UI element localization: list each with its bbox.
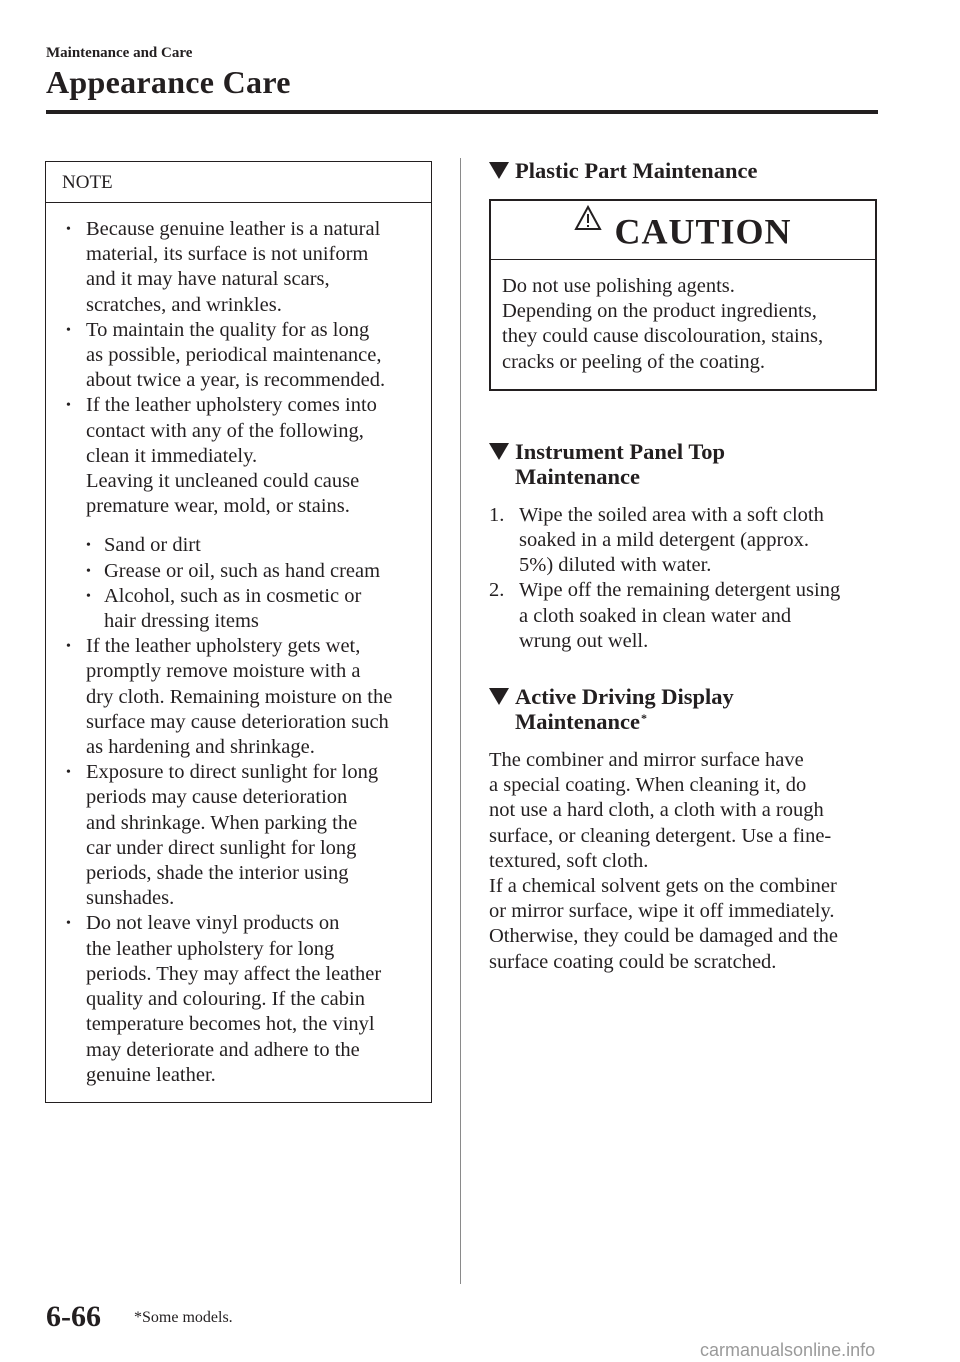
active-display-heading [489, 684, 879, 734]
note-bullet-line: premature wear, mold, or stains. [86, 495, 350, 518]
warning-icon [574, 197, 602, 257]
note-bullet [58, 393, 421, 519]
note-body [46, 203, 431, 1088]
asterisk-mark: * [640, 711, 647, 726]
instrument-heading-text [515, 439, 879, 489]
note-bullet-line: surface may cause deterioration such [86, 710, 389, 733]
active-display-line: textured, soft cloth. [489, 849, 649, 872]
active-display-line: surface, or cleaning detergent. Use a fine- [489, 824, 832, 847]
triangle-marker-icon [489, 688, 509, 705]
note-bullet-line: car under direct sunlight for long [86, 836, 357, 859]
caution-line: they could cause discolouration, stains, [502, 325, 824, 348]
step-line: a cloth soaked in clean water and [519, 604, 792, 627]
note-sub-bullet [58, 584, 421, 634]
note-bullet-line: Leaving it uncleaned could cause [86, 470, 360, 493]
active-display-line: or mirror surface, wipe it off immediately. [489, 900, 835, 923]
active-display-line: The combiner and mirror surface have [489, 749, 804, 772]
note-bullet-line: as possible, periodical maintenance, [86, 344, 382, 367]
watermark: carmanualsonline.info [700, 1340, 876, 1360]
active-display-heading-line2 [515, 709, 879, 734]
note-bullet [58, 318, 421, 394]
note-bullet-line: • Do not leave vinyl products on [86, 912, 340, 935]
note-sub-bullet-list [58, 533, 421, 634]
section-label: Maintenance and Care [46, 45, 193, 61]
instrument-step [489, 578, 879, 654]
note-bullet-line: genuine leather. [86, 1063, 216, 1086]
active-display-text [489, 748, 879, 975]
note-bullet-line: clean it immediately. [86, 444, 258, 467]
note-bullet-line: • If the leather upholstery gets wet, [86, 635, 361, 658]
plastic-heading [489, 158, 879, 183]
note-bullet-line: as hardening and shrinkage. [86, 736, 315, 759]
active-display-line: If a chemical solvent gets on the combiner [489, 875, 837, 898]
instrument-heading-line: Instrument Panel Top [515, 438, 726, 464]
note-bullet-line: temperature becomes hot, the vinyl [86, 1013, 375, 1036]
step-line: wrung out well. [519, 629, 649, 652]
note-bullet-line: material, its surface is not uniform [86, 243, 369, 266]
caution-body [491, 260, 875, 389]
note-sub-bullet-line: • Alcohol, such as in cosmetic or [104, 584, 362, 607]
note-sub-bullet [58, 559, 421, 584]
note-bullet-line: promptly remove moisture with a [86, 660, 361, 683]
right-column [489, 158, 879, 975]
note-sub-bullet-line: • Grease or oil, such as hand cream [104, 559, 381, 582]
note-bullet-line: periods may cause deterioration [86, 786, 348, 809]
step-line: Wipe off the remaining detergent using [519, 579, 841, 602]
note-bullet [58, 911, 421, 1087]
active-display-heading-line1: Active Driving Display [515, 684, 734, 710]
page-title: Appearance Care [46, 64, 291, 100]
caution-line: cracks or peeling of the coating. [502, 350, 765, 373]
note-bullet-line: • Because genuine leather is a natural [86, 218, 381, 240]
caution-title: CAUTION [614, 211, 792, 252]
step-line: Wipe the soiled area with a soft cloth [519, 503, 824, 526]
step-line: 5%) diluted with water. [519, 554, 712, 577]
note-sub-bullet-line: • Sand or dirt [104, 534, 201, 557]
caution-line: Do not use polishing agents. [502, 275, 735, 297]
note-bullet-line: contact with any of the following, [86, 419, 364, 442]
note-bullet [58, 760, 421, 911]
note-bullet-line: • Exposure to direct sunlight for long [86, 761, 379, 784]
instrument-heading [489, 439, 879, 489]
note-box [45, 161, 432, 1103]
note-sub-bullet [58, 533, 421, 558]
note-bullet-line: sunshades. [86, 887, 175, 910]
note-bullet-list-continued [58, 634, 421, 1088]
note-bullet [58, 634, 421, 760]
active-display-line: surface coating could be scratched. [489, 950, 777, 973]
note-bullet-line: • To maintain the quality for as long [86, 318, 370, 341]
note-bullet-line: may deteriorate and adhere to the [86, 1038, 360, 1061]
note-bullet-line: and it may have natural scars, [86, 268, 330, 291]
column-divider [460, 158, 461, 1284]
caution-line: Depending on the product ingredients, [502, 300, 817, 323]
note-bullet-line: scratches, and wrinkles. [86, 293, 282, 316]
note-bullet-line: dry cloth. Remaining moisture on the [86, 685, 393, 708]
active-display-line: a special coating. When cleaning it, do [489, 774, 807, 797]
active-display-line: Otherwise, they could be damaged and the [489, 925, 838, 948]
note-bullet-line: • If the leather upholstery comes into [86, 394, 377, 417]
note-bullet-line: the leather upholstery for long [86, 937, 335, 960]
active-display-heading-word: Maintenance [515, 709, 640, 735]
step-line: soaked in a mild detergent (approx. [519, 529, 809, 552]
triangle-marker-icon [489, 162, 509, 179]
note-bullet [58, 217, 421, 318]
note-heading: NOTE [46, 162, 431, 203]
note-bullet-line: about twice a year, is recommended. [86, 369, 386, 392]
triangle-marker-icon [489, 443, 509, 460]
page-number: 6-66 [46, 1300, 101, 1333]
header-rule [46, 110, 878, 114]
note-bullet-list [58, 217, 421, 519]
instrument-step [489, 503, 879, 579]
note-bullet-line: periods. They may affect the leather [86, 962, 382, 985]
step-number: 2. [489, 579, 505, 602]
active-display-line: not use a hard cloth, a cloth with a rough [489, 799, 824, 822]
note-bullet-line: periods, shade the interior using [86, 862, 349, 885]
caution-header [491, 201, 875, 260]
note-sub-bullet-line: hair dressing items [104, 610, 259, 633]
instrument-steps [489, 503, 879, 654]
footnote: *Some models. [134, 1309, 233, 1326]
instrument-heading-line: Maintenance [515, 463, 640, 489]
plastic-heading-text: Plastic Part Maintenance [515, 158, 758, 183]
note-bullet-line: and shrinkage. When parking the [86, 811, 358, 834]
page-header [46, 44, 878, 102]
caution-box [489, 199, 877, 391]
note-bullet-line: quality and colouring. If the cabin [86, 988, 365, 1011]
step-number: 1. [489, 503, 505, 526]
